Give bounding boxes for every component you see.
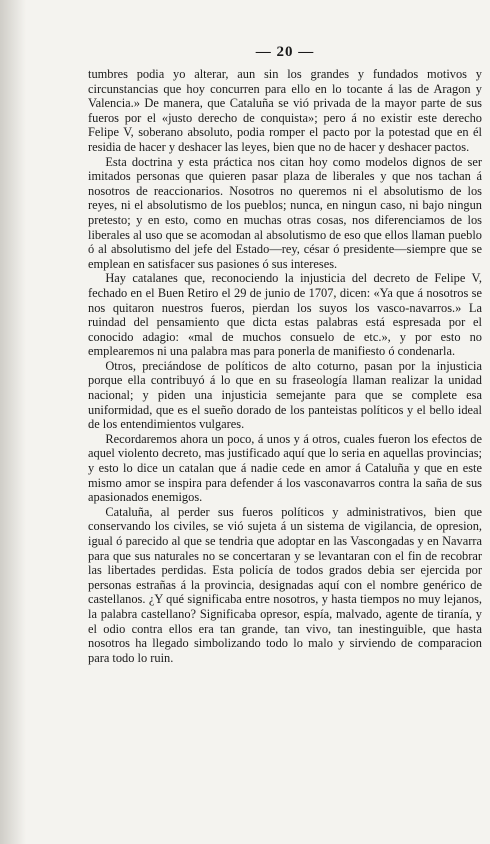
paragraph-6: Cataluña, al perder sus fueros políticos y administrativos, bien que conservando los civiles, se vió sujeta á un sistema de vigilancia, de opresion, igual ó parecido al que se tendria que adoptar en las Vascongadas y en Navarra para que sus naturales no se concertaran y se levantaran con el fin de recobrar las libertades perdidas. Esta policía de todos grados debia ser ejercida por personas estrañas á la provincia, designadas aquí con el nombre genérico de castellanos. ¿Y qué significaba entre nosotros, y hasta tiempos no muy lejanos, la palabra castellano? Significaba opresor, espía, malvado, agente de tiranía, y el odio contra ellos era tan grande, tan vivo, tan inestinguible, que hasta nosotros ha llegado simbolizando todo lo malo y sirviendo de comparacion para todo lo ruin. [88,504,482,665]
paragraph-4: Otros, preciándose de políticos de alto coturno, pasan por la injusticia porque ella contribuyó á lo que en su fraseología llaman realizar la unidad nacional; y piden una injusticia semejante para que se complete esa uniformidad, que es el sueño dorado de los panteistas políticos y el bello ideal de los entendimientos vulgares. [88,358,482,432]
paragraph-2: Esta doctrina y esta práctica nos citan hoy como modelos dignos de ser imitados personas que quieren pasar plaza de liberales y que nos tachan á nosotros de reaccionarios. Nosotros no queremos ni el absolutismo de los reyes, ni el absolutismo de los pueblos; nunca, en ningun caso, ni bajo ningun pretesto; y en esto, como en muchas otras cosas, nos diferenciamos de los liberales al uso que se acomodan al absolutismo de eso que ellos llaman pueblo ó al absolutismo del jefe del Estado—rey, césar ó presidente—siempre que se emplean en satisfacer sus pasiones ó sus intereses. [88,154,482,271]
page-body-text [88,67,482,665]
binding-gutter-shadow [0,0,26,844]
paragraph-5: Recordaremos ahora un poco, á unos y á otros, cuales fueron los efectos de aquel violento decreto, mas justificado aquí que lo seria en aquellas provincias; y esto lo dice un catalan que á nadie cede en amor á Cataluña y que en este mismo amor se inspira para defender á los vasconavarros contra la saña de sus apasionados enemigos. [88,431,482,505]
page-number: — 20 — [255,44,315,60]
paragraph-3: Hay catalanes que, reconociendo la injusticia del decreto de Felipe V, fechado en el Buen Retiro el 29 de junio de 1707, dicen: «Ya que á nosotros se nos quitaron nuestros fueros, pierdan los suyos los vasco-navarros.» La ruindad del pensamiento que dicta estas palabras está espresada por el conocido adagio: «mal de muchos consuelo de etc.», y por esto no emplearemos ni una palabra mas para ponerla de manifiesto ó condenarla. [88,271,482,359]
paragraph-1-continued: tumbres podia yo alterar, aun sin los grandes y fundados motivos y circunstancias que hoy concurren para ello en lo tocante á las de Aragon y Valencia.» De manera, que Cataluña se vió privada de la mayor parte de sus fueros por el «justo derecho de conquista»; pero á no existir este derecho Felipe V, soberano absoluto, podia romper el pacto por la potestad que en él residia de hacer y deshacer las leyes, bien que no de hacer y deshacer pactos. [88,67,482,154]
